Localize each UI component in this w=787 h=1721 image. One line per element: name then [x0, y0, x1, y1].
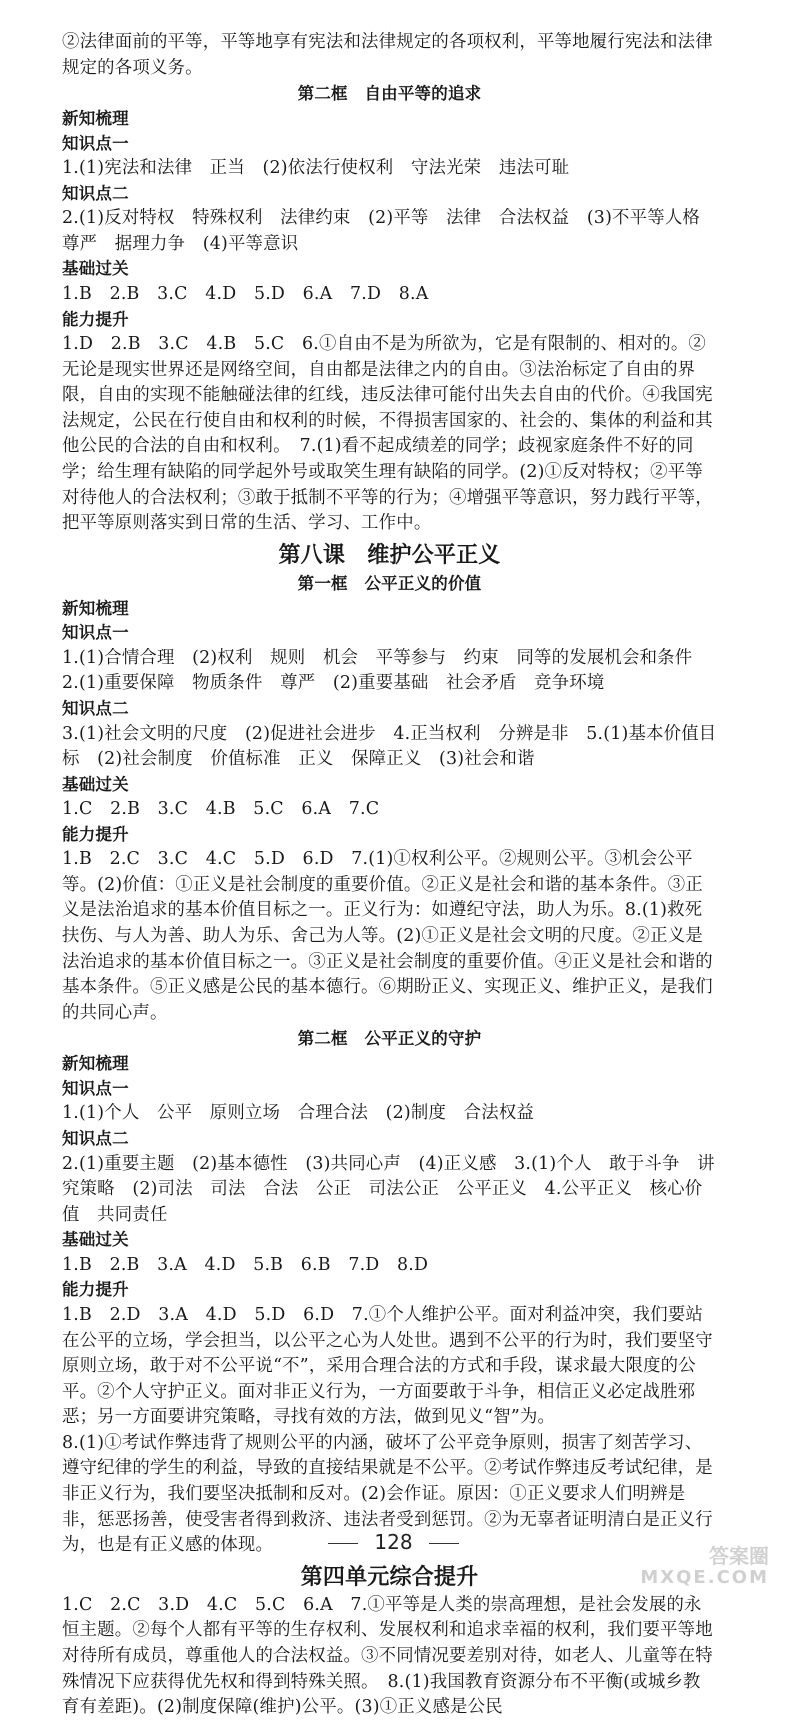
answer-paragraph: 2.(1)反对特权 特殊权利 法律约束 (2)平等 法律 合法权益 (3)不平等人格尊严 据理力争 (4)平等意识: [62, 208, 701, 254]
answer-paragraph: 2.(1)重要主题 (2)基本德性 (3)共同心声 (4)正义感 3.(1)个人 敢于斗争 讲究策略 (2)司法 司法 合法 公正 司法公正 公平正义 4.公平正义 核心价值 共同责任: [62, 1153, 715, 1225]
watermark-line1: 答案圈: [709, 1544, 769, 1568]
lesson-title: 第八课 维护公平正义: [278, 542, 501, 568]
frame-title: 第二框 公平正义的守护: [297, 1029, 482, 1049]
footer-dash-right: [429, 1543, 459, 1544]
watermark-line2: MXQE.COM: [640, 1567, 769, 1588]
answer-paragraph: 1.B 2.B 3.C 4.D 5.D 6.A 7.D 8.A: [62, 283, 429, 304]
section-heading: 能力提升: [62, 309, 129, 329]
answer-paragraph: ②法律面前的平等，平等地享有宪法和法律规定的各项权利，平等地履行宪法和法律规定的各项义务。: [62, 32, 713, 78]
answer-paragraph: 1.(1)个人 公平 原则立场 合理合法 (2)制度 合法权益: [62, 1103, 535, 1124]
answer-paragraph: 3.(1)社会文明的尺度 (2)促进社会进步 4.正当权利 分辨是非 5.(1)基本价值目标 (2)社会制度 价值标准 正义 保障正义 (3)社会和谐: [62, 723, 717, 770]
section-heading: 基础过关: [62, 259, 129, 279]
answer-paragraph: 1.C 2.C 3.D 4.C 5.C 6.A 7.①平等是人类的崇高理想，是社会发展的永恒主题。②每个人都有平等的生存权利、发展权利和追求幸福的权利，我们要平等地对待所有成员，尊重他人的合法权益。③不同情况要差别对待，如老人、儿童等在特殊情况下应获得优先权和得到特殊关照。 8.(1)我国教育资源分布不平衡(或城乡教育有差距)。(2)制度保障(维护)公平。(3)①正义感是公民: [62, 1594, 713, 1718]
section-heading: 知识点一: [62, 1078, 129, 1098]
section-heading: 知识点一: [62, 133, 129, 153]
watermark-logo: [609, 1545, 769, 1591]
answer-paragraph: 1.B 2.D 3.A 4.D 5.D 6.D 7.①个人维护公平。面对利益冲突，我们要站在公平的立场，学会担当，以公平之心为人处世。遇到不公平的行为时，我们要坚守原则立场，敢于对不公平说“不”，采用合理合法的方式和手段，谋求最大限度的公平。②个人守护正义。面对非正义行为，一方面要敢于斗争，相信正义必定战胜邪恶；另一方面要讲究策略，寻找有效的方法，做到见义“智”为。: [62, 1304, 713, 1428]
lesson-title: 第四单元综合提升: [300, 1564, 479, 1590]
footer-dash-left: [328, 1543, 358, 1544]
answer-paragraph: 1.(1)合情合理 (2)权利 规则 机会 平等参与 约束 同等的发展机会和条件 2.(1)重要保障 物质条件 尊严 (2)重要基础 社会矛盾 竞争环境: [62, 647, 710, 694]
section-heading: 能力提升: [62, 1280, 129, 1300]
page-number: 128: [374, 1530, 413, 1554]
section-heading: 知识点二: [62, 183, 129, 203]
frame-title: 第一框 公平正义的价值: [297, 573, 482, 593]
answer-paragraph: 8.(1)①考试作弊违背了规则公平的内涵，破坏了公平竞争原则，损害了刻苦学习、遵守纪律的学生的利益，导致的直接结果就是不公平。②考试作弊违反考试纪律，是非正义行为，我们要坚决抵制和反对。(2)会作证。原因：①正义要求人们明辨是非，惩恶扬善，使受害者得到救济、违法者受到惩罚。②为无辜者证明清白是正义行为，也是有正义感的体现。: [62, 1432, 713, 1556]
section-heading: 能力提升: [62, 824, 129, 844]
answer-paragraph: 1.C 2.B 3.C 4.B 5.C 6.A 7.C: [62, 799, 380, 820]
answer-paragraph: 1.B 2.B 3.A 4.D 5.B 6.B 7.D 8.D: [62, 1254, 429, 1275]
answer-paragraph: 1.(1)宪法和法律 正当 (2)依法行使权利 守法光荣 违法可耻: [62, 158, 570, 179]
section-heading: 基础过关: [62, 1230, 129, 1250]
section-heading: 新知梳理: [62, 1054, 129, 1074]
section-heading: 基础过关: [62, 774, 129, 794]
answer-paragraph: 1.B 2.C 3.C 4.C 5.D 6.D 7.(1)①权利公平。②规则公平。③机会公平等。(2)价值：①正义是社会制度的重要价值。②正义是社会和谐的基本条件。③正义是法治追求的基本价值目标之一。正义行为：如遵纪守法，助人为乐。8.(1)救死扶伤、与人为善、助人为乐、舍己为人等。(2)①正义是社会文明的尺度。②正义是法治追求的基本价值目标之一。③正义是社会制度的重要价值。④正义是社会和谐的基本条件。⑤正义感是公民的基本德行。⑥期盼正义、实现正义、维护正义，是我们的共同心声。: [62, 849, 713, 1023]
section-heading: 知识点一: [62, 623, 129, 643]
frame-title: 第二框 自由平等的追求: [297, 84, 482, 104]
answer-paragraph: 1.D 2.B 3.C 4.B 5.C 6.①自由不是为所欲为，它是有限制的、相对的。②无论是现实世界还是网络空间，自由都是法律之内的自由。③法治标定了自由的界限，自由的实现不能触碰法律的红线，违反法律可能付出失去自由的代价。④我国宪法规定，公民在行使自由和权利的时候，不得损害国家的、社会的、集体的利益和其他公民的合法的自由和权利。 7.(1)看不起成绩差的同学；歧视家庭条件不好的同学；给生理有缺陷的同学起外号或取笑生理有缺陷的同学。(2)①反对特权；②平等对待他人的合法权利；③敢于抵制不平等的行为；④增强平等意识，努力践行平等，把平等原则落实到日常的生活、学习、工作中。: [62, 334, 713, 534]
section-heading: 新知梳理: [62, 109, 129, 129]
section-heading: 知识点二: [62, 1129, 129, 1149]
section-heading: 新知梳理: [62, 598, 129, 618]
section-heading: 知识点二: [62, 699, 129, 718]
